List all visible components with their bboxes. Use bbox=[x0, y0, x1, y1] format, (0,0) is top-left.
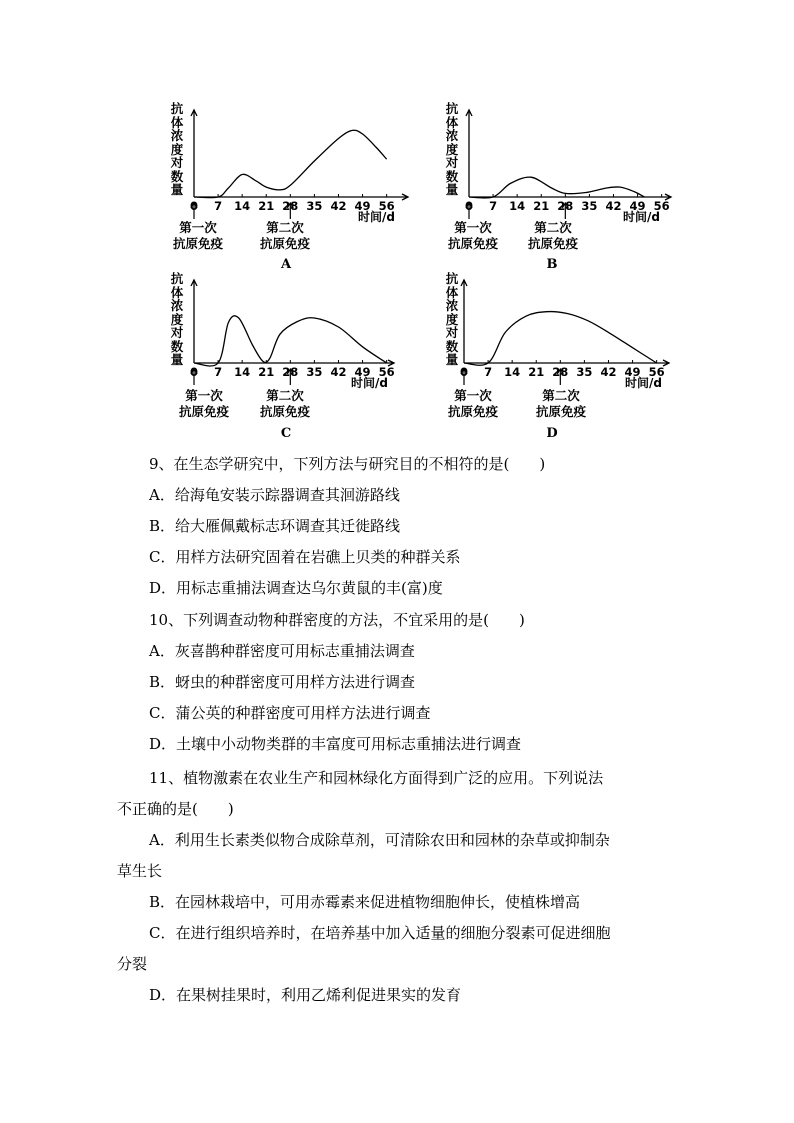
question-stem: 9、在生态学研究中，下列方法与研究目的不相符的是( ) bbox=[149, 455, 546, 473]
chart-caption: B bbox=[546, 257, 558, 272]
chart-caption: A bbox=[280, 257, 292, 272]
antibody-curve bbox=[464, 312, 657, 366]
second-immunization-label: 第二次 抗原免疫 bbox=[259, 220, 311, 251]
option-a: A．给海龟安装示踪器调查其洄游路线 bbox=[149, 486, 400, 504]
x-tick-label: 56 bbox=[648, 365, 665, 379]
x-axis-label: 时间/d bbox=[625, 376, 662, 390]
x-tick-label: 35 bbox=[306, 365, 323, 379]
chart-d bbox=[443, 270, 693, 440]
x-tick-label: 0 bbox=[459, 365, 469, 379]
y-axis-label-char: 对 bbox=[170, 155, 184, 170]
x-tick-label: 56 bbox=[378, 365, 395, 379]
y-axis-label-char: 体 bbox=[170, 284, 184, 300]
x-tick-label: 21 bbox=[533, 199, 550, 213]
x-tick-label: 42 bbox=[330, 365, 347, 379]
y-axis-label-char: 抗 bbox=[445, 101, 459, 116]
x-tick-label: 14 bbox=[504, 365, 521, 379]
y-axis-label-char: 抗 bbox=[170, 271, 184, 286]
x-tick-label: 14 bbox=[509, 199, 526, 213]
x-tick-label: 42 bbox=[600, 365, 617, 379]
x-tick-label: 56 bbox=[378, 199, 395, 213]
question-9 bbox=[117, 454, 687, 598]
option-d: D．土壤中小动物类群的丰富度可用标志重捕法进行调查 bbox=[149, 735, 522, 753]
x-tick-label: 42 bbox=[605, 199, 622, 213]
first-immunization-label: 第一次 抗原免疫 bbox=[447, 388, 499, 419]
x-axis-label: 时间/d bbox=[351, 376, 388, 390]
x-tick-label: 14 bbox=[234, 199, 251, 213]
x-tick-label: 56 bbox=[653, 199, 670, 213]
question-10 bbox=[117, 610, 687, 754]
option-a-cont: 草生长 bbox=[117, 862, 163, 880]
y-axis-label-char: 量 bbox=[445, 352, 459, 367]
y-axis-label-char: 量 bbox=[170, 352, 184, 367]
y-axis-label-char: 浓 bbox=[445, 298, 459, 313]
y-axis-label-char: 对 bbox=[445, 155, 459, 170]
option-a: A．灰喜鹊种群密度可用标志重捕法调查 bbox=[149, 642, 415, 660]
x-tick-label: 7 bbox=[489, 199, 498, 213]
option-c-cont: 分裂 bbox=[117, 955, 148, 973]
y-axis-label-char: 度 bbox=[170, 311, 184, 327]
chart-b bbox=[443, 100, 693, 270]
x-tick-label: 28 bbox=[282, 365, 299, 379]
x-tick-label: 14 bbox=[234, 365, 251, 379]
y-axis-label-char: 度 bbox=[445, 141, 459, 157]
y-axis-label-char: 度 bbox=[170, 141, 184, 157]
x-tick-label: 42 bbox=[330, 199, 347, 213]
x-tick-label: 7 bbox=[214, 365, 223, 379]
option-b: B．给大雁佩戴标志环调查其迁徙路线 bbox=[149, 517, 401, 535]
antibody-curve bbox=[469, 177, 644, 198]
x-tick-label: 49 bbox=[354, 199, 371, 213]
antibody-curve bbox=[194, 316, 387, 366]
y-axis-label-char: 数 bbox=[170, 338, 184, 354]
y-axis-label-char: 对 bbox=[170, 325, 184, 340]
x-tick-label: 35 bbox=[306, 199, 323, 213]
x-axis-label: 时间/d bbox=[623, 210, 660, 224]
y-axis-label-char: 体 bbox=[445, 114, 459, 130]
second-immunization-label: 第二次 抗原免疫 bbox=[527, 220, 579, 251]
x-tick-label: 7 bbox=[484, 365, 493, 379]
question-stem: 11、植物激素在农业生产和园林绿化方面得到广泛的应用。下列说法 bbox=[149, 769, 604, 787]
antibody-curve bbox=[194, 130, 387, 197]
chart-a bbox=[168, 100, 418, 270]
y-axis-label-char: 度 bbox=[445, 311, 459, 327]
option-a: A．利用生长素类似物合成除草剂，可清除农田和园林的杂草或抑制杂 bbox=[149, 831, 610, 849]
question-stem-cont: 不正确的是( ) bbox=[117, 800, 234, 818]
y-axis-label-char: 量 bbox=[445, 182, 459, 197]
x-tick-label: 7 bbox=[214, 199, 223, 213]
option-c: C．蒲公英的种群密度可用样方法进行调查 bbox=[149, 704, 431, 722]
x-tick-label: 49 bbox=[354, 365, 371, 379]
y-axis-label-char: 数 bbox=[445, 338, 459, 354]
y-axis-label-char: 体 bbox=[170, 114, 184, 130]
x-tick-label: 21 bbox=[528, 365, 545, 379]
option-c: C．在进行组织培养时，在培养基中加入适量的细胞分裂素可促进细胞 bbox=[149, 924, 611, 942]
option-b: B．在园林栽培中，可用赤霉素来促进植物细胞伸长，使植株增高 bbox=[149, 893, 581, 911]
x-tick-label: 0 bbox=[189, 365, 199, 379]
x-tick-label: 49 bbox=[629, 199, 646, 213]
y-axis-label-char: 对 bbox=[445, 325, 459, 340]
x-tick-label: 0 bbox=[464, 199, 474, 213]
x-tick-label: 49 bbox=[624, 365, 641, 379]
x-axis-label: 时间/d bbox=[358, 210, 395, 224]
chart-caption: D bbox=[546, 426, 558, 441]
y-axis-label-char: 数 bbox=[445, 168, 459, 184]
question-11 bbox=[117, 768, 687, 1005]
first-immunization-label: 第一次 抗原免疫 bbox=[178, 388, 230, 419]
y-axis-label-char: 浓 bbox=[170, 298, 184, 313]
x-tick-label: 0 bbox=[189, 199, 199, 213]
option-d: D．用标志重捕法调查达乌尔黄鼠的丰(富)度 bbox=[149, 579, 443, 597]
first-immunization-label: 第一次 抗原免疫 bbox=[172, 220, 224, 251]
y-axis-label-char: 体 bbox=[445, 284, 459, 300]
y-axis-label-char: 数 bbox=[170, 168, 184, 184]
chart-caption: C bbox=[280, 426, 292, 441]
y-axis-label-char: 浓 bbox=[170, 128, 184, 143]
x-tick-label: 28 bbox=[552, 365, 569, 379]
option-b: B．蚜虫的种群密度可用样方法进行调查 bbox=[149, 673, 416, 691]
chart-c bbox=[168, 270, 418, 440]
second-immunization-label: 第二次 抗原免疫 bbox=[259, 388, 311, 419]
y-axis-label-char: 浓 bbox=[445, 128, 459, 143]
option-c: C．用样方法研究固着在岩礁上贝类的种群关系 bbox=[149, 548, 461, 566]
y-axis-label-char: 抗 bbox=[170, 101, 184, 116]
x-tick-label: 21 bbox=[258, 365, 275, 379]
x-tick-label: 35 bbox=[576, 365, 593, 379]
x-tick-label: 28 bbox=[557, 199, 574, 213]
y-axis-label-char: 量 bbox=[170, 182, 184, 197]
y-axis-label-char: 抗 bbox=[445, 271, 459, 286]
x-tick-label: 28 bbox=[282, 199, 299, 213]
second-immunization-label: 第二次 抗原免疫 bbox=[535, 388, 587, 419]
option-d: D．在果树挂果时，利用乙烯利促进果实的发育 bbox=[149, 986, 462, 1004]
x-tick-label: 21 bbox=[258, 199, 275, 213]
first-immunization-label: 第一次 抗原免疫 bbox=[447, 220, 499, 251]
x-tick-label: 35 bbox=[581, 199, 598, 213]
question-stem: 10、下列调查动物种群密度的方法，不宜采用的是( ) bbox=[149, 611, 525, 629]
